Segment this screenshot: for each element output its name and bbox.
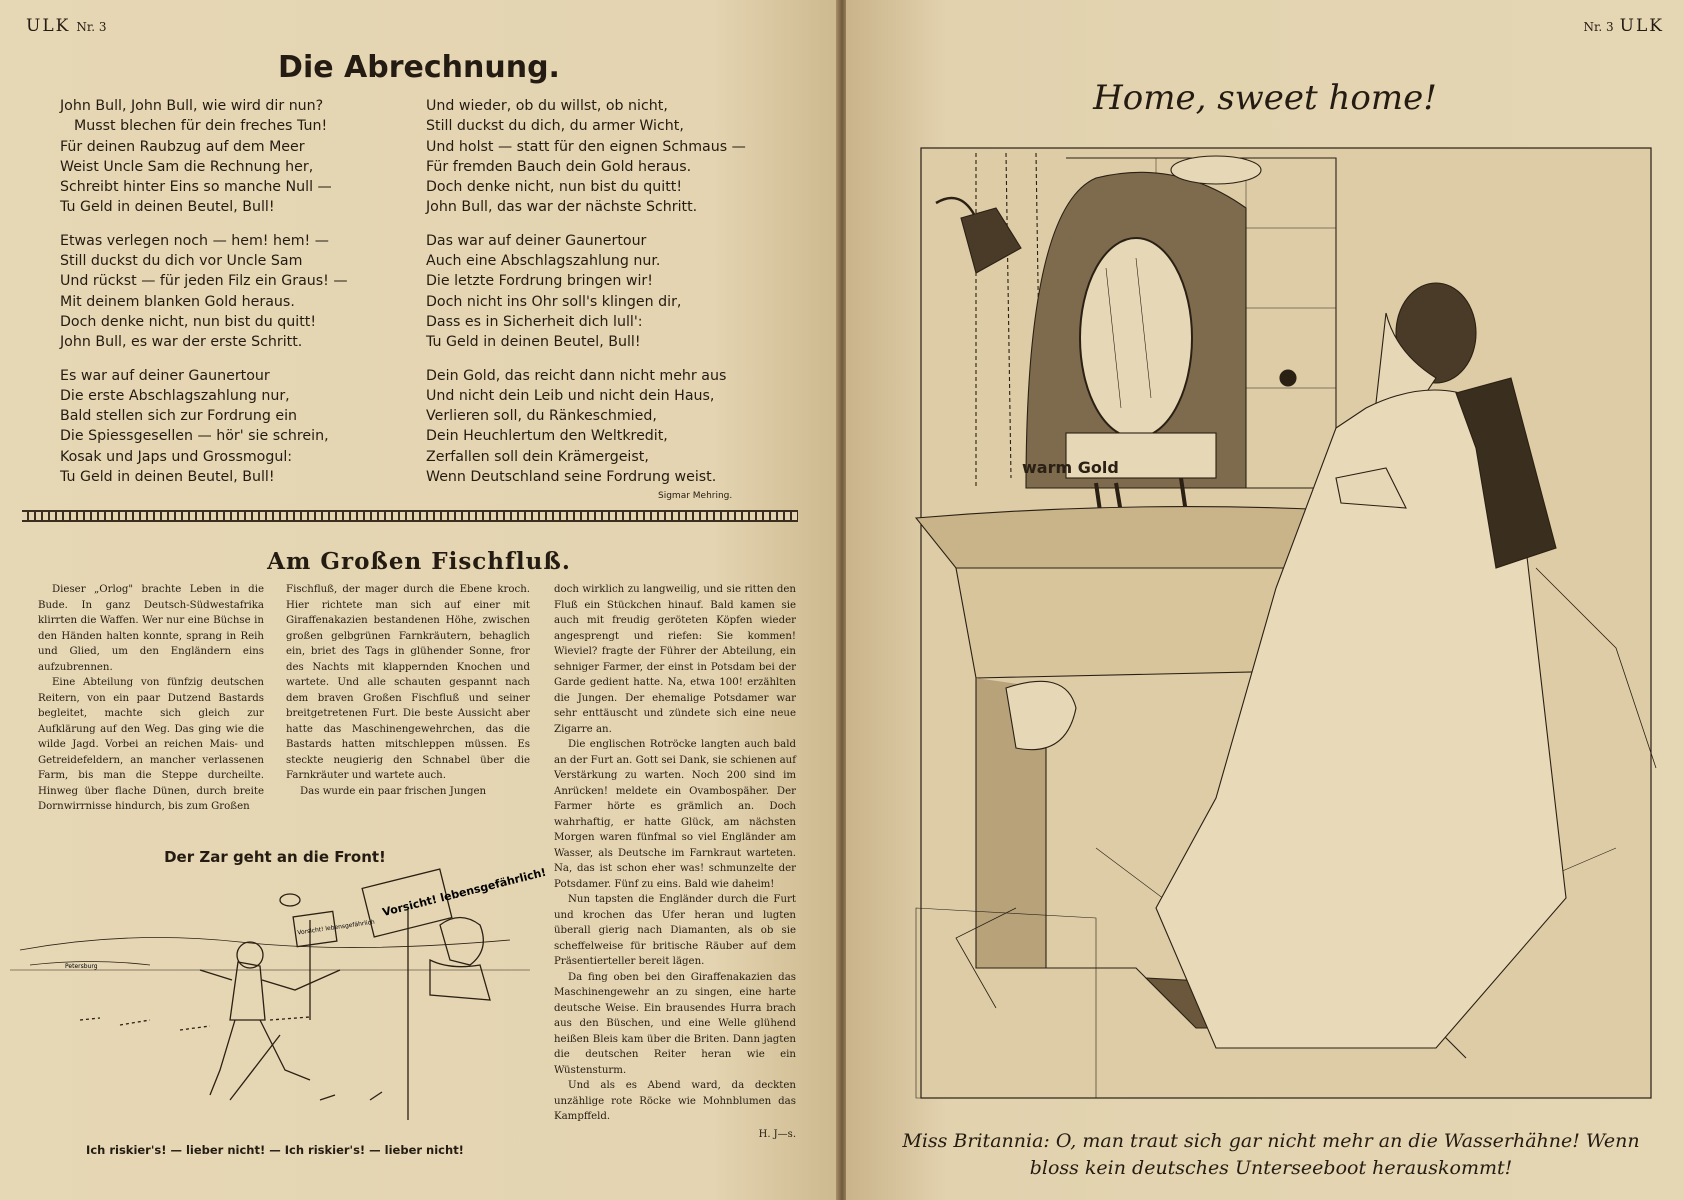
- poem-stanza: [60, 231, 348, 353]
- magazine-name: ULK: [1619, 16, 1664, 36]
- illustration-title: Home, sweet home!: [1093, 78, 1437, 118]
- issue-number: Nr. 3: [76, 20, 107, 34]
- tsar-cartoon: [10, 865, 548, 1140]
- story-paragraph: Die englischen Rotröcke langten auch bald an der Furt an. Gott sei Dank, sie schienen auf Verstärkung zu warten. Noch 200 sind im Anrücken! meldete ein Ovambospäher. Der Farmer hörte es grämlich an. Doch wahrhaftig, er hatte Glück, am nächsten Morgen waren fünfmal so viel Engländer am Wasser, als Deutsche im Farnkraut warteten. Na, das ist schon eher was! schmunzelte der Potsdamer. Fünf zu eins. Bald wie daheim!: [554, 739, 796, 890]
- poem-line: Bald stellen sich zur Fordrung ein: [60, 408, 298, 425]
- poem-line: Und holst — statt für den eignen Schmaus —: [426, 138, 746, 155]
- poem-line: Mit deinem blanken Gold heraus.: [60, 293, 295, 310]
- poem-stanza: [60, 366, 348, 488]
- poem-line: Die Spiessgesellen — hör' sie schrein,: [60, 428, 329, 445]
- poem-line: John Bull, John Bull, wie wird dir nun?: [60, 98, 324, 114]
- cartoon-caption: Ich riskier's! — lieber nicht! — Ich riskier's! — lieber nicht!: [86, 1143, 464, 1157]
- poem-line: Tu Geld in deinen Beutel, Bull!: [60, 199, 275, 216]
- poem-line: Doch denke nicht, nun bist du quitt!: [426, 179, 683, 196]
- poem-line: Tu Geld in deinen Beutel, Bull!: [60, 469, 275, 486]
- story-paragraph: Dieser „Orlog" brachte Leben in die Bude. In ganz Deutsch-Südwestafrika klirrten die Waffen. Wer nur eine Büchse in den Händen halten konnte, sprang in Reih und Glied, um den Engländern eins aufzubrennen.: [38, 584, 264, 673]
- left-page-header: [26, 16, 113, 36]
- poem-line: Und nicht dein Leib und nicht dein Haus,: [426, 387, 715, 404]
- cartoon-title: Der Zar geht an die Front!: [164, 848, 386, 866]
- magazine-name: ULK: [26, 16, 71, 36]
- poem-line: Still duckst du dich vor Uncle Sam: [60, 253, 303, 270]
- poem-line: Und rückst — für jeden Filz ein Graus! —: [60, 273, 348, 290]
- poem-stanza: [426, 366, 746, 488]
- poem-line: Weist Uncle Sam die Rechnung her,: [60, 158, 314, 175]
- left-page: [0, 0, 838, 1200]
- poem-line: Und wieder, ob du willst, ob nicht,: [426, 98, 668, 114]
- poem-line: Auch eine Abschlagszahlung nur.: [426, 253, 661, 270]
- poem-column-1: [60, 96, 348, 500]
- poem-line: Musst blechen für dein freches Tun!: [74, 118, 328, 135]
- story-paragraph: Das wurde ein paar frischen Jungen: [300, 785, 487, 797]
- story-author-initials: H. J—s.: [758, 1128, 796, 1140]
- poem-line: Verlieren soll, du Ränkeschmied,: [426, 408, 657, 425]
- poem-line: Dein Gold, das reicht dann nicht mehr aus: [426, 367, 727, 384]
- poem-line: Kosak und Japs und Grossmogul:: [60, 448, 293, 465]
- poem-line: Es war auf deiner Gaunertour: [60, 367, 270, 384]
- story-column-2: [286, 582, 530, 799]
- story-paragraph: doch wirklich zu langweilig, und sie ritten den Fluß ein Stückchen hinauf. Bald kamen sie auch mit freudig geröteten Köpfen wieder angesprengt und riefen: Sie kommen! Wieviel? fragte der Führer der Abteilung, ein sehniger Farmer, der einst in Potsdam bei der Garde gedient hatte. Na, etwa 100! erzählten die Jungen. Der ehemalige Potsdamer war sehr enttäuscht und zündete sich eine neue Zigarre an.: [554, 584, 796, 735]
- basin-label: warm Gold: [1022, 458, 1119, 477]
- place-label: Petersburg: [65, 963, 98, 970]
- poem-author: Sigmar Mehring.: [658, 491, 733, 501]
- poem-line: Dein Heuchlertum den Weltkredit,: [426, 428, 668, 445]
- story-column-3: [554, 582, 796, 1142]
- poem-line: Doch denke nicht, nun bist du quitt!: [60, 313, 317, 330]
- issue-number: Nr. 3: [1583, 20, 1614, 34]
- warning-sign-small: Vorsicht! lebensgefährlich: [296, 918, 376, 937]
- poem-line: Still duckst du dich, du armer Wicht,: [426, 118, 684, 135]
- poem-line: Die erste Abschlagszahlung nur,: [60, 387, 290, 404]
- poem-line: Etwas verlegen noch — hem! hem! —: [60, 232, 329, 249]
- poem-column-2: [426, 96, 746, 500]
- story-column-1: [38, 582, 264, 815]
- story-paragraph: Und als es Abend ward, da deckten unzählige rote Röcke wie Mohnblumen das Kampffeld.: [554, 1080, 796, 1122]
- bathroom-illustration: [916, 148, 1661, 1103]
- poem-line: Die letzte Fordrung bringen wir!: [426, 273, 653, 290]
- poem-line: Zerfallen soll dein Krämergeist,: [426, 448, 649, 465]
- poem-line: Schreibt hinter Eins so manche Null —: [60, 179, 332, 196]
- right-page-header: [1577, 16, 1664, 36]
- poem-line: John Bull, das war der nächste Schritt.: [426, 199, 698, 216]
- poem-line: Das war auf deiner Gaunertour: [426, 232, 647, 249]
- illustration-caption: Miss Britannia: O, man traut sich gar nicht mehr an die Wasserhähne! Wenn bloss kein deutsches Unterseeboot herauskommt!: [902, 1130, 1640, 1179]
- poem-stanza: [426, 96, 746, 218]
- warning-sign-large: Vorsicht! lebensgefährlich!: [381, 865, 548, 919]
- poem-line: Tu Geld in deinen Beutel, Bull!: [426, 334, 641, 351]
- poem-line: Für fremden Bauch dein Gold heraus.: [426, 158, 692, 175]
- story-paragraph: Eine Abteilung von fünfzig deutschen Reitern, von ein paar Dutzend Bastards begleitet, machte sich gleich zur Aufklärung auf den Weg. Das ging wie die wilde Jagd. Vorbei an reichen Mais- und Getreidefeldern, an mancher verlassenen Farm, bis man die Steppe durcheilte. Hinweg über flache Dünen, durch breite Dornwirrnisse hindurch, bis zum Großen: [38, 677, 264, 812]
- poem-stanza: [60, 96, 348, 218]
- poem-stanza: [426, 231, 746, 353]
- story-paragraph: Nun tapsten die Engländer durch die Furt und krochen das Ufer heran und lugten überall gierig nach Diamanten, als ob sie scheffelweise für britische Räuber auf dem Präsentierteller bereit lägen.: [554, 894, 796, 967]
- poem-line: Doch nicht ins Ohr soll's klingen dir,: [426, 293, 682, 310]
- poem-title: Die Abrechnung.: [278, 50, 560, 85]
- story-title: Am Großen Fischfluß.: [267, 548, 571, 575]
- poem-line: Dass es in Sicherheit dich lull':: [426, 313, 643, 330]
- poem-line: John Bull, es war der erste Schritt.: [60, 334, 303, 351]
- story-paragraph: Fischfluß, der mager durch die Ebene kroch. Hier richtete man sich auf einer mit Giraffenakazien bestandenen Höhe, zwischen großen gelbgrünen Farnkräutern, behaglich ein, briet des Tags in glühender Sonne, fror des Nachts mit klappernden Knochen und wartete. Und alle schauten gespannt nach dem braven Großen Fischfluß und seiner breitgetretenen Furt. Die beste Aussicht aber hatte das Maschinengewehrchen, das die Bastards hatten mitschleppen müssen. Es steckte neugierig den Schnabel über die Farnkräuter und wartete auch.: [286, 584, 530, 781]
- story-paragraph: Da fing oben bei den Giraffenakazien das Maschinengewehr an zu singen, eine harte deutsche Weise. Ein brausendes Hurra brach aus den Büschen, und eine Welle glühend heißen Bleis kam über die Briten. Dann jagten die deutschen Reiter heran wie ein Wüstensturm.: [554, 971, 796, 1076]
- poem-line: Wenn Deutschland seine Fordrung weist.: [426, 469, 717, 486]
- poem-line: Für deinen Raubzug auf dem Meer: [60, 138, 305, 155]
- ornamental-divider: [22, 510, 798, 522]
